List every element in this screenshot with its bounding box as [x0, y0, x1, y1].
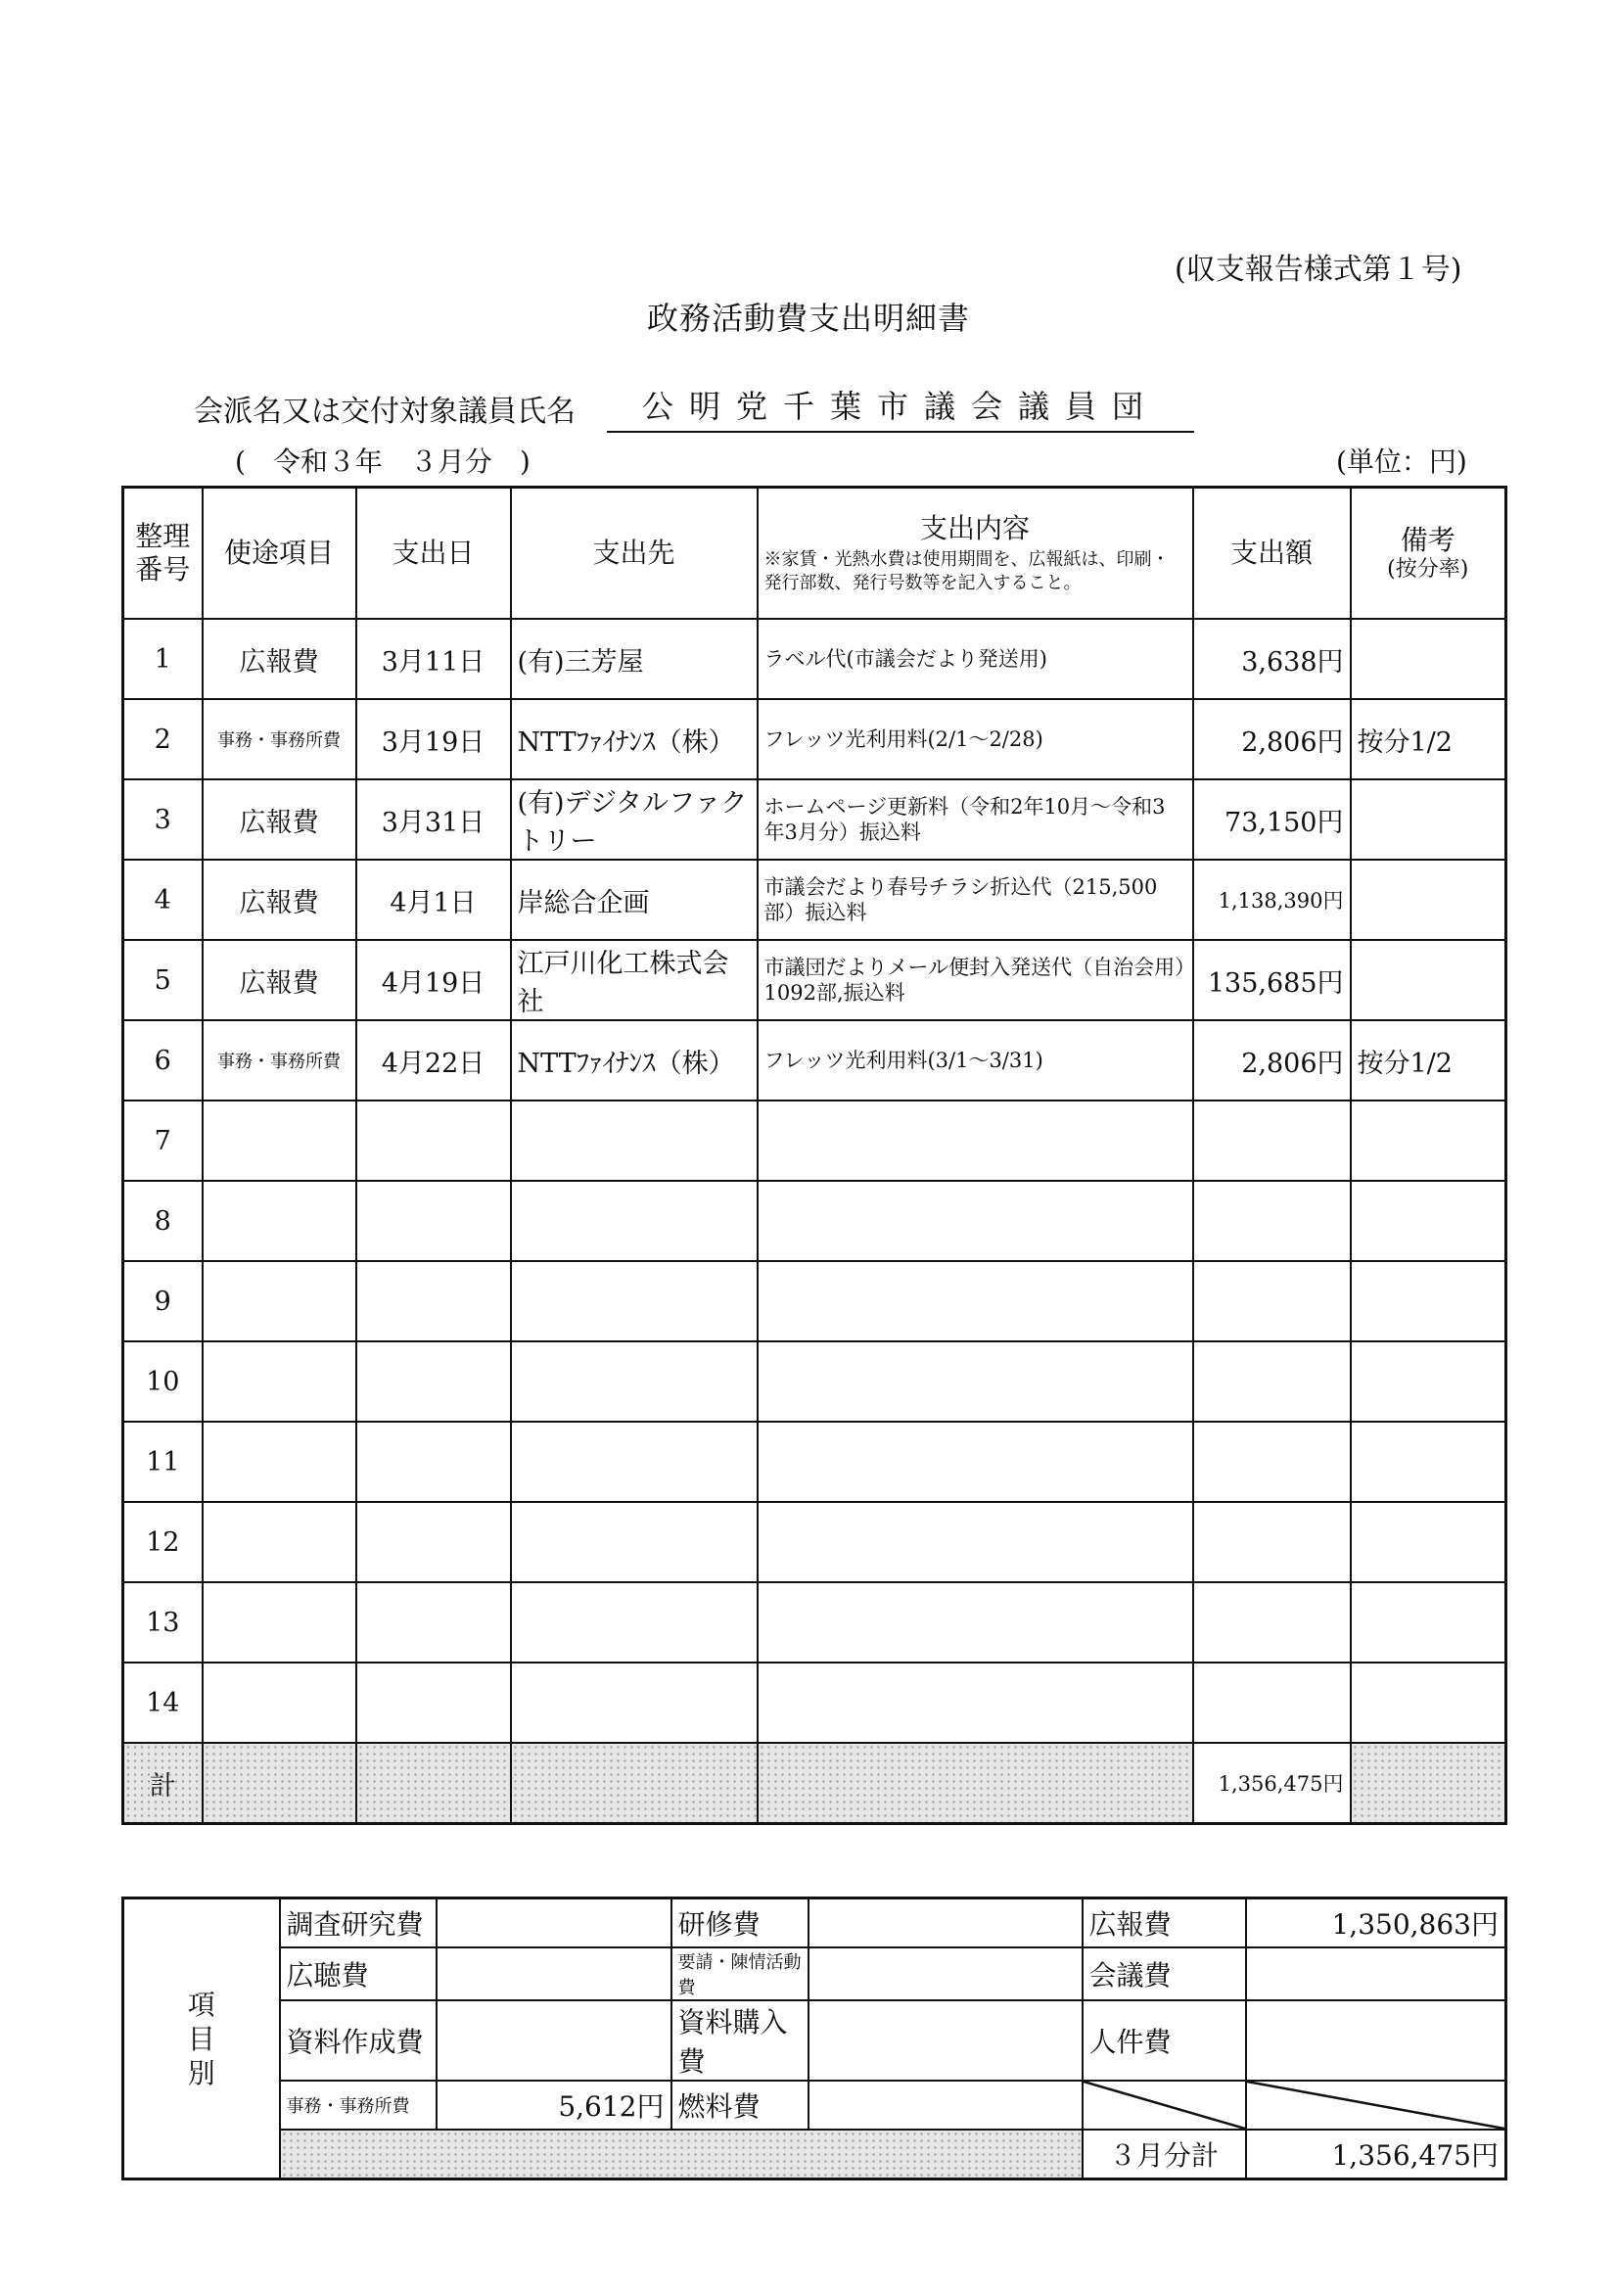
row-date: 3月19日 — [356, 699, 511, 779]
row-amount: 73,150円 — [1193, 779, 1351, 860]
row-category: 事務・事務所費 — [203, 1020, 356, 1101]
summary-materials-buy-label: 資料購入費 — [671, 2000, 808, 2081]
row-number: 11 — [123, 1422, 203, 1502]
table-header-row — [123, 488, 1506, 620]
row-date: 4月19日 — [356, 940, 511, 1020]
table-row — [123, 1181, 1506, 1261]
row-payee — [511, 1101, 758, 1181]
row-amount: 2,806円 — [1193, 699, 1351, 779]
summary-research-label: 調査研究費 — [280, 1898, 437, 1948]
table-row — [123, 940, 1506, 1020]
summary-materials-prep-value — [437, 2000, 671, 2081]
row-amount: 2,806円 — [1193, 1020, 1351, 1101]
summary-training-value — [808, 1898, 1083, 1948]
summary-office-value: 5,612円 — [437, 2081, 671, 2130]
row-amount — [1193, 1422, 1351, 1502]
row-remarks — [1351, 940, 1506, 1020]
row-remarks — [1351, 1502, 1506, 1582]
row-date: 4月22日 — [356, 1020, 511, 1101]
total-label: 計 — [123, 1743, 203, 1824]
row-date — [356, 1502, 511, 1582]
row-date — [356, 1582, 511, 1663]
row-remarks — [1351, 1663, 1506, 1743]
header-date: 支出日 — [356, 488, 511, 620]
summary-fuel-label: 燃料費 — [671, 2081, 808, 2130]
row-remarks: 按分1/2 — [1351, 699, 1506, 779]
summary-struck-cell — [1246, 2081, 1506, 2130]
row-number: 13 — [123, 1582, 203, 1663]
row-amount — [1193, 1101, 1351, 1181]
summary-petition-value — [808, 1947, 1083, 2000]
header-number: 整理番号 — [123, 488, 203, 620]
table-row — [123, 1582, 1506, 1663]
row-category — [203, 1341, 356, 1422]
row-payee — [511, 1181, 758, 1261]
summary-fuel-value — [808, 2081, 1083, 2130]
row-content: フレッツ光利用料(2/1～2/28) — [758, 699, 1193, 779]
page-title: 政務活動費支出明細書 — [646, 300, 970, 337]
row-content: ラベル代(市議会だより発送用) — [758, 619, 1193, 699]
header-remarks-sub: (按分率) — [1387, 556, 1469, 582]
table-row — [123, 860, 1506, 940]
row-remarks — [1351, 619, 1506, 699]
table-row — [123, 1422, 1506, 1502]
header-remarks-label: 備考 — [1400, 524, 1455, 556]
row-date: 4月1日 — [356, 860, 511, 940]
row-content — [758, 1261, 1193, 1341]
row-remarks — [1351, 1582, 1506, 1663]
row-payee: (有)デジタルファクトリー — [511, 779, 758, 860]
row-amount: 3,638円 — [1193, 619, 1351, 699]
row-content — [758, 1663, 1193, 1743]
row-number: 10 — [123, 1341, 203, 1422]
table-row — [123, 619, 1506, 699]
total-blank — [1351, 1743, 1506, 1824]
row-amount — [1193, 1261, 1351, 1341]
row-category — [203, 1582, 356, 1663]
header-category: 使途項目 — [203, 488, 356, 620]
row-number: 7 — [123, 1101, 203, 1181]
row-category: 広報費 — [203, 940, 356, 1020]
total-blank — [758, 1743, 1193, 1824]
table-row — [123, 699, 1506, 779]
row-payee: NTTﾌｧｲﾅﾝｽ（株） — [511, 699, 758, 779]
table-row — [123, 1663, 1506, 1743]
row-category: 広報費 — [203, 779, 356, 860]
row-number: 6 — [123, 1020, 203, 1101]
summary-petition-label: 要請・陳情活動費 — [671, 1947, 808, 2000]
row-payee: 江戸川化工株式会社 — [511, 940, 758, 1020]
row-category — [203, 1663, 356, 1743]
table-row — [123, 1341, 1506, 1422]
row-amount — [1193, 1181, 1351, 1261]
summary-month-total-value: 1,356,475円 — [1246, 2130, 1506, 2179]
row-number: 3 — [123, 779, 203, 860]
summary-training-label: 研修費 — [671, 1898, 808, 1948]
row-payee — [511, 1261, 758, 1341]
row-date: 3月11日 — [356, 619, 511, 699]
row-content — [758, 1181, 1193, 1261]
total-blank — [203, 1743, 356, 1824]
row-content: 市議団だよりメール便封入発送代（自治会用）1092部,振込料 — [758, 940, 1193, 1020]
row-amount: 1,138,390円 — [1193, 860, 1351, 940]
row-number: 8 — [123, 1181, 203, 1261]
row-number: 14 — [123, 1663, 203, 1743]
summary-pr-label: 広報費 — [1083, 1898, 1246, 1948]
row-content: フレッツ光利用料(3/1～3/31) — [758, 1020, 1193, 1101]
header-payee: 支出先 — [511, 488, 758, 620]
row-category — [203, 1181, 356, 1261]
table-row — [123, 1502, 1506, 1582]
summary-meeting-label: 会議費 — [1083, 1947, 1246, 2000]
row-content: ホームページ更新料（令和2年10月～令和3年3月分）振込料 — [758, 779, 1193, 860]
row-content — [758, 1101, 1193, 1181]
row-category — [203, 1422, 356, 1502]
table-row — [123, 1020, 1506, 1101]
row-content — [758, 1341, 1193, 1422]
row-date — [356, 1101, 511, 1181]
header-content-label: 支出内容 — [919, 511, 1030, 544]
summary-hearing-label: 広聴費 — [280, 1947, 437, 2000]
row-remarks — [1351, 1181, 1506, 1261]
header-remarks — [1351, 488, 1506, 620]
row-category: 広報費 — [203, 860, 356, 940]
row-amount: 135,685円 — [1193, 940, 1351, 1020]
header-content-note: ※家賃・光熱水費は使用期間を、広報紙は、印刷・発行部数、発行号数等を記入すること。 — [763, 549, 1170, 593]
form-number: (収支報告様式第１号) — [1175, 253, 1462, 287]
row-number: 5 — [123, 940, 203, 1020]
row-date — [356, 1422, 511, 1502]
total-amount: 1,356,475円 — [1193, 1743, 1351, 1824]
row-remarks — [1351, 1341, 1506, 1422]
row-category: 広報費 — [203, 619, 356, 699]
table-row — [123, 779, 1506, 860]
row-content — [758, 1582, 1193, 1663]
row-payee: NTTﾌｧｲﾅﾝｽ（株） — [511, 1020, 758, 1101]
row-date — [356, 1663, 511, 1743]
summary-meeting-value — [1246, 1947, 1506, 2000]
row-date — [356, 1341, 511, 1422]
row-remarks — [1351, 779, 1506, 860]
row-payee — [511, 1663, 758, 1743]
row-number: 9 — [123, 1261, 203, 1341]
header-amount: 支出額 — [1193, 488, 1351, 620]
category-summary-table — [121, 1897, 1507, 2180]
row-amount — [1193, 1502, 1351, 1582]
summary-office-label: 事務・事務所費 — [280, 2081, 437, 2130]
total-row — [123, 1743, 1506, 1824]
row-category — [203, 1502, 356, 1582]
row-number: 2 — [123, 699, 203, 779]
row-category — [203, 1261, 356, 1341]
row-payee: 岸総合企画 — [511, 860, 758, 940]
total-blank — [356, 1743, 511, 1824]
summary-hearing-value — [437, 1947, 671, 2000]
row-payee: (有)三芳屋 — [511, 619, 758, 699]
row-content: 市議会だより春号チラシ折込代（215,500部）振込料 — [758, 860, 1193, 940]
summary-struck-cell — [1083, 2081, 1246, 2130]
report-period: ( 令和３年 ３月分 ) — [235, 445, 531, 478]
row-remarks — [1351, 1422, 1506, 1502]
expense-table — [121, 486, 1507, 1825]
summary-research-value — [437, 1898, 671, 1948]
row-number: 12 — [123, 1502, 203, 1582]
summary-materials-buy-value — [808, 2000, 1083, 2081]
row-date — [356, 1181, 511, 1261]
row-content — [758, 1502, 1193, 1582]
row-category: 事務・事務所費 — [203, 699, 356, 779]
row-category — [203, 1101, 356, 1181]
table-row — [123, 1261, 1506, 1341]
row-payee — [511, 1502, 758, 1582]
row-remarks — [1351, 860, 1506, 940]
row-number: 1 — [123, 619, 203, 699]
summary-shaded-blank — [280, 2130, 1083, 2179]
row-payee — [511, 1582, 758, 1663]
row-date — [356, 1261, 511, 1341]
summary-row-label: 項目別 — [123, 1898, 280, 2179]
header-content — [758, 488, 1193, 620]
row-date: 3月31日 — [356, 779, 511, 860]
group-name: 公明党千葉市議会議員団 — [607, 382, 1194, 433]
unit-label: (単位：円) — [1336, 445, 1467, 478]
row-amount — [1193, 1663, 1351, 1743]
table-row — [123, 1101, 1506, 1181]
row-remarks — [1351, 1261, 1506, 1341]
row-amount — [1193, 1582, 1351, 1663]
row-remarks: 按分1/2 — [1351, 1020, 1506, 1101]
summary-materials-prep-label: 資料作成費 — [280, 2000, 437, 2081]
group-label: 会派名又は交付対象議員氏名 — [194, 395, 576, 429]
row-amount — [1193, 1341, 1351, 1422]
total-blank — [511, 1743, 758, 1824]
summary-personnel-label: 人件費 — [1083, 2000, 1246, 2081]
summary-month-total-label: ３月分計 — [1083, 2130, 1246, 2179]
row-remarks — [1351, 1101, 1506, 1181]
row-payee — [511, 1422, 758, 1502]
row-content — [758, 1422, 1193, 1502]
row-number: 4 — [123, 860, 203, 940]
summary-personnel-value — [1246, 2000, 1506, 2081]
summary-pr-value: 1,350,863円 — [1246, 1898, 1506, 1948]
row-payee — [511, 1341, 758, 1422]
